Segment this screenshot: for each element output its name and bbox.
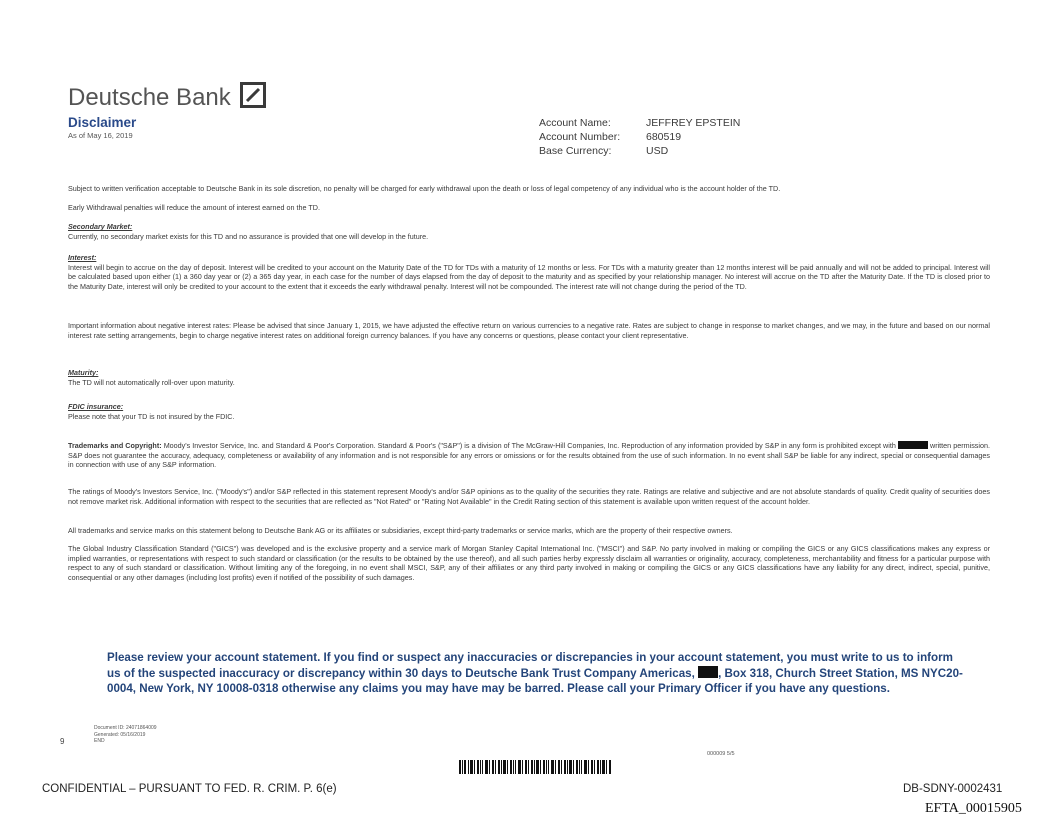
paragraph-ratings: The ratings of Moody's Investors Service, Inc. ("Moody's") and/or S&P reflected in this statement represent Moody's and/or S&P opinions as to the quality of the securities they rate. Ratings are relative and subjective and are not absolute standards of quality. Credit quality of securities does not remove market risk. Additional information with respect to the securities that are reflected as "Not Rated" or "Rating Not Available" in the Credit Rating section of this statement is available upon written request of the account holder. <box>68 487 990 506</box>
barcode-icon <box>459 760 611 774</box>
efta-number: EFTA_00015905 <box>925 801 1022 816</box>
secondary-market-body: Currently, no secondary market exists for this TD and no assurance is provided that one will develop in the future. <box>68 231 429 241</box>
trademarks-copyright-body-b: written permission. S&P does not guarantee the accuracy, adequacy, completeness or availability of any information and is not responsible for any errors or omissions or for the results obtained from the use of such information. In no event shall S&P be liable for any indirect, special or consequential damages in connection with use of any S&P information. <box>68 441 990 469</box>
interest-body: Interest will begin to accrue on the day of deposit. Interest will be credited to your account on the Maturity Date of the TD for TDs with a maturity of 12 months or less. For TDs with a maturity greater than 12 months interest will be paid annually and will not be added to principal. Interest will be calculated based upon either (1) a 360 day year or (2) a 365 day year, in each case for the number of days elapsed from the day of deposit to the maturity and as specified by your relationship manager. No interest will accrue on the TD after the Maturity Date. If the TD is closed prior to the Maturity Date, interest will only be credited to your account to the extent that it exceeds the early withdrawal penalty. Interest will not be compounded. The interest rate will not change during the period of the TD. <box>68 262 990 291</box>
section-fdic <box>68 402 990 421</box>
account-number-row <box>539 130 740 144</box>
base-currency-row <box>539 144 740 158</box>
paragraph-early-withdrawal-waiver: Subject to written verification acceptable to Deutsche Bank in its sole discretion, no penalty will be charged for early withdrawal upon the death or loss of legal competency of any individual who is the account holder of the TD. <box>68 184 781 193</box>
fdic-body: Please note that your TD is not insured by the FDIC. <box>68 411 235 421</box>
section-secondary-market <box>68 222 990 241</box>
page-title: Disclaimer <box>68 115 137 130</box>
account-number-value: 680519 <box>646 131 682 143</box>
account-info <box>539 116 740 158</box>
trademarks-copyright-heading: Trademarks and Copyright: <box>68 441 162 450</box>
end-marker: END <box>94 738 105 744</box>
paragraph-trademarks-ownership: All trademarks and service marks on this statement belong to Deutsche Bank AG or its affiliates or subsidiaries, except third-party trademarks or service marks, which are the property of their respective owners. <box>68 526 733 535</box>
paragraph-trademarks-copyright <box>68 441 990 470</box>
deutsche-bank-logo-icon <box>240 82 266 108</box>
trademarks-copyright-body-a: Moody's Investor Service, Inc. and Standard & Poor's Corporation. Standard & Poor's ("S&P") is a division of The McGraw-Hill Companies, Inc. Reproduction of any information provided by S&P in any form is prohibited except with <box>163 441 896 450</box>
base-currency-value: USD <box>646 145 669 157</box>
account-number-label: Account Number: <box>539 131 621 143</box>
maturity-heading: Maturity: <box>68 368 99 377</box>
account-name-label: Account Name: <box>539 117 611 129</box>
document-id: Document ID: 24071864009 <box>94 725 157 731</box>
secondary-market-heading: Secondary Market: <box>68 222 133 231</box>
document-meta <box>94 725 157 745</box>
notice-part-a: Please review your account statement. If you find or suspect any inaccuracies or discrepancies in your account statement, you must write to us to inform us of the suspected inaccuracy or discrepancy within 30 days to Deutsche Bank Trust Company Americas, <box>107 651 953 680</box>
paragraph-early-withdrawal-penalty: Early Withdrawal penalties will reduce the amount of interest earned on the TD. <box>68 203 320 212</box>
base-currency-label: Base Currency: <box>539 145 612 157</box>
interest-heading: Interest: <box>68 253 97 262</box>
fdic-heading: FDIC insurance: <box>68 402 124 411</box>
notice-part-b: , Box 318, Church Street Station, MS NYC20-0004, New York, NY 10008-0318 otherwise any claims you may have may be barred. Please call your Primary Officer if you have any questions. <box>107 666 963 695</box>
redaction-block <box>898 441 928 449</box>
page-marker: 9 <box>60 737 65 746</box>
section-maturity <box>68 368 990 387</box>
as-of-date: As of May 16, 2019 <box>68 131 133 140</box>
maturity-body: The TD will not automatically roll-over upon maturity. <box>68 377 235 387</box>
bank-logo-text: Deutsche Bank <box>68 84 231 111</box>
redaction-block <box>698 666 718 678</box>
account-name-value: JEFFREY EPSTEIN <box>646 117 741 129</box>
generated-date: Generated: 05/16/2019 <box>94 731 146 738</box>
page-number: 000009 5/5 <box>707 751 735 757</box>
confidential-notice: CONFIDENTIAL – PURSUANT TO FED. R. CRIM. P. 6(e) <box>42 783 337 795</box>
account-name-row <box>539 116 740 130</box>
bates-number: DB-SDNY-0002431 <box>903 783 1003 795</box>
section-interest <box>68 253 990 291</box>
paragraph-negative-rates: Important information about negative interest rates: Please be advised that since January 1, 2015, we have adjusted the effective return on various currencies to a negative rate. Rates are subject to change in response to market changes, and we may, in the future and based on our normal interest rate setting arrangements, begin to charge negative interest rates on additional foreign currency balances. If you have any concerns or questions, please contact your client representative. <box>68 321 990 340</box>
account-review-notice <box>107 651 967 696</box>
paragraph-gics: The Global Industry Classification Standard ("GICS") was developed and is the exclusive property and a service mark of Morgan Stanley Capital International Inc. ("MSCI") and S&P. No party involved in making or compiling the GICS or any GICS classifications makes any express or implied warranties, or representations with respect to such standard or classification (or the results to be obtained by the use thereof), and all such parties herby expressly disclaim all warranties or originality, accuracy, completeness, merchantability and fitness for a particular purpose with respect to any of such standard or classification. Without limiting any of the foregoing, in no event shall MSCI, S&P, any of their affiliates or any third party involved in making or compiling the GICS or any GICS classifications have any liability for any direct, indirect, special, punitive, consequential or any other damages (including lost profits) even if notified of the possibility of such damages. <box>68 544 990 582</box>
